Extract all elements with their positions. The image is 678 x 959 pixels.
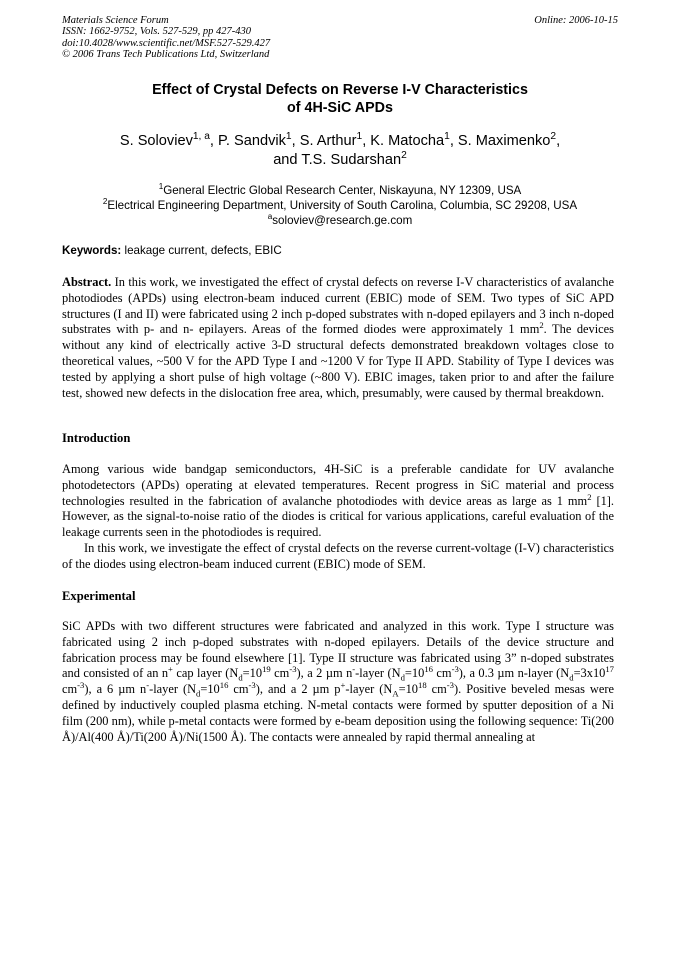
- online-date: Online: 2006-10-15: [534, 15, 618, 26]
- title-line-1: Effect of Crystal Defects on Reverse I-V Characteristics: [152, 82, 528, 98]
- paragraph-text: Among various wide bandgap semiconductors, 4H-SiC is a preferable candidate for UV avalanche photodetectors (APDs) operating at elevated temperatures. Recent progress in SiC material and process technologies resulted in the fabrication of avalanche photodiodes with device areas as large as 1 mm: [62, 462, 614, 508]
- paragraph-text: cap layer (N: [172, 666, 239, 681]
- author-name: S. Soloviev: [119, 133, 193, 149]
- sup: 16: [219, 680, 229, 691]
- paragraph-text: =10: [398, 682, 418, 697]
- sup: -3: [248, 680, 256, 691]
- affiliation-2: [62, 198, 618, 213]
- author-line-2: [62, 151, 618, 170]
- paragraph-text: -layer (N: [149, 682, 197, 697]
- paragraph-text: [1]. However, as the signal-to-noise ratio of the diodes is critical for various applications, careful evaluation of the leakage currents seen in the photodiodes is required.: [62, 493, 614, 540]
- paragraph-text: cm: [432, 666, 452, 681]
- author-sup: 2: [401, 150, 407, 162]
- author-sup: 1: [356, 131, 363, 143]
- sub: d: [400, 672, 405, 683]
- paragraph: [62, 462, 614, 541]
- section-heading-introduction: Introduction: [62, 431, 131, 445]
- affiliations: [62, 183, 618, 228]
- author-name: and T.S. Sudarshan: [273, 152, 402, 168]
- author-name: , S. Arthur: [291, 133, 357, 149]
- abstract-text: In this work, we investigated the effect of crystal defects on reverse I-V characteristics of avalanche photodiodes (APDs) using electron-beam induced current (EBIC) mode of SEM. Two types of SiC APD structures (I and II) were fabricated using 2 inch p-doped substrates with n-doped epilayers and 3 inch n-doped substrates with p- and n- epilayers. Areas of the formed diodes were approximately 1 mm: [62, 275, 614, 337]
- author-name: , P. Sandvik: [209, 133, 286, 149]
- sup: +: [340, 680, 346, 691]
- affil-sup: a: [267, 212, 273, 222]
- paragraph-text: cm: [228, 682, 249, 697]
- keywords-label: Keywords:: [62, 244, 122, 257]
- copyright-line: © 2006 Trans Tech Publications Ltd, Switzerland: [62, 49, 270, 61]
- sup: 16: [424, 664, 433, 675]
- sup: -3: [446, 680, 454, 691]
- paragraph-text: -layer (N: [355, 666, 401, 681]
- paragraph-text: =10: [242, 666, 263, 681]
- abstract-sup: 2: [539, 320, 544, 331]
- paragraph-text: cm: [426, 682, 447, 697]
- experimental-body: [62, 619, 614, 745]
- paragraph-text: ), and a 2 µm p: [255, 682, 341, 697]
- keywords-text: leakage current, defects, EBIC: [121, 244, 282, 257]
- sup: -: [146, 680, 150, 691]
- paragraph-text: SiC APDs with two different structures were fabricated and analyzed in this work. Type I structure was fabricated using 2 inch p-doped substrates with n-doped epilayers. Details of the device structure and fabrication process may be found elsewhere [1]. Type II structure was fabricated using 3” n-doped substrates and consisted of an n: [62, 619, 614, 681]
- paragraph-text: ), a 2 µm n: [296, 666, 353, 681]
- sup: -: [352, 664, 356, 675]
- issn-line: ISSN: 1662-9752, Vols. 527-529, pp 427-430: [62, 26, 251, 38]
- sup: +: [168, 664, 173, 675]
- paragraph-text: -layer (N: [345, 682, 393, 697]
- email-line: [62, 213, 618, 228]
- author-sup: 1: [444, 131, 450, 143]
- affil-sup: 1: [158, 182, 164, 192]
- sub: d: [569, 672, 574, 683]
- journal-header: [62, 15, 618, 61]
- affil-sup: 2: [102, 197, 108, 207]
- abstract: [62, 275, 614, 401]
- paragraph-text: ). Positive beveled mesas were defined by inductively coupled plasma etching. N-metal contacts were formed by sputter deposition of a Ni film (200 nm), while p-metal contacts were formed by e-beam deposition using the following sequence: Ti(200 Å)/Al(400 Å)/Ti(200 Å)/Ni(1500 Å). The contacts were annealed by rapid thermal annealing at: [62, 682, 614, 744]
- section-heading-experimental: Experimental: [62, 589, 136, 603]
- sup: 19: [262, 664, 271, 675]
- paragraph: In this work, we investigate the effect of crystal defects on the reverse current-voltage (I-V) characteristics of the diodes using electron-beam induced current (EBIC) mode of SEM.: [62, 540, 614, 571]
- abstract-label: Abstract.: [62, 275, 112, 289]
- paragraph-text: ), a 6 µm n: [84, 682, 147, 697]
- journal-name: Materials Science Forum: [62, 15, 169, 26]
- paper-title: [62, 81, 618, 117]
- keywords: [62, 243, 618, 258]
- author-name: , K. Matocha: [362, 133, 445, 149]
- sub: d: [196, 688, 201, 699]
- paragraph-text: cm: [270, 666, 290, 681]
- title-line-2: of 4H-SiC APDs: [287, 100, 393, 116]
- author-sup: 1: [285, 131, 292, 143]
- paragraph-sup: 2: [587, 491, 592, 502]
- doi-line: doi:10.4028/www.scientific.net/MSF.527-529.427: [62, 37, 271, 49]
- sup: -3: [451, 664, 459, 675]
- sub: A: [392, 688, 399, 699]
- author-line-1: [62, 132, 618, 151]
- paragraph-text: =10: [404, 666, 425, 681]
- sub: d: [238, 672, 243, 683]
- sup: 17: [605, 664, 614, 675]
- abstract-text: . The devices without any kind of electrically active 3-D structural defects demonstrated breakdown voltages close to theoretical values, ~500 V for the APD Type I and ~1200 V for Type II APD. Stability of Type I devices was tested by applying a short pulse of high voltage (~800 V). EBIC images, taken prior to and after the failure test, showed new defects in the dislocation free area, which, presumably, were caused by thermal breakdown.: [62, 322, 614, 400]
- sup: 18: [417, 680, 427, 691]
- author-sup: 2: [550, 131, 557, 143]
- author-sup: 1, a: [192, 131, 210, 143]
- email-address: soloviev@research.ge.com: [272, 214, 413, 227]
- affil-text: Electrical Engineering Department, University of South Carolina, Columbia, SC 29208, USA: [107, 199, 578, 212]
- author-sep: ,: [556, 133, 561, 149]
- author-list: [62, 132, 618, 170]
- paragraph-text: =10: [200, 682, 220, 697]
- introduction-body: [62, 462, 614, 573]
- paragraph-text: ), a 0.3 µm n-layer (N: [458, 666, 570, 681]
- sup: -3: [289, 664, 297, 675]
- affiliation-1: [62, 183, 618, 198]
- author-name: , S. Maximenko: [449, 133, 551, 149]
- sup: -3: [77, 680, 85, 691]
- paragraph-text: cm: [62, 682, 78, 697]
- affil-text: General Electric Global Research Center, Niskayuna, NY 12309, USA: [163, 184, 522, 197]
- paragraph-text: =3x10: [573, 666, 606, 681]
